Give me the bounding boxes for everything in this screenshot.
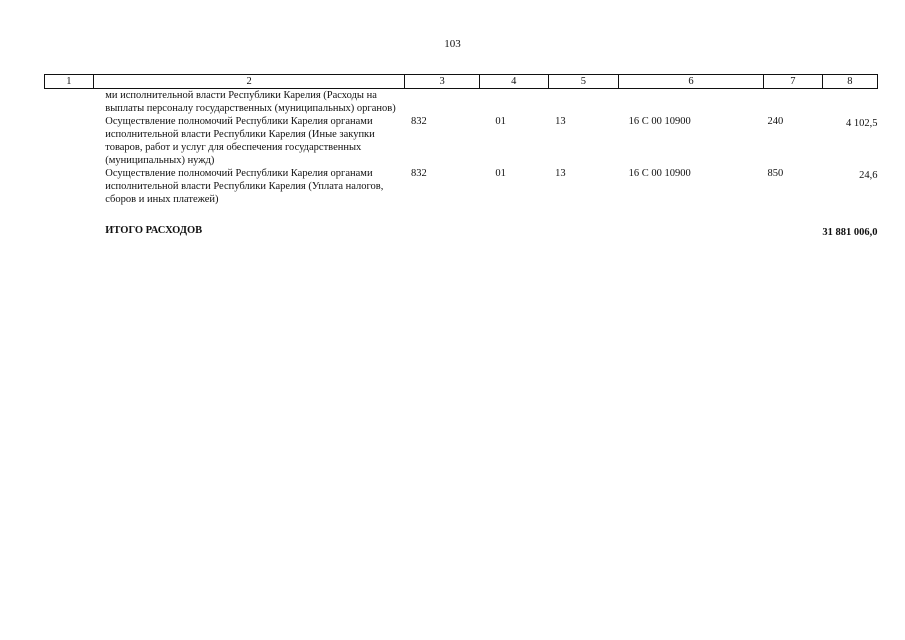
row-description: Осуществление полномочий Республики Карелия органами исполнительной власти Республики Карелия (Иные закупки товаров, работ и услуг для обеспечения государственных (муниципальных) нужд) <box>105 116 375 166</box>
row-code-4 <box>479 89 548 116</box>
row-code-6: 16 С 00 10900 <box>628 168 691 179</box>
row-code-3: 832 <box>410 116 427 127</box>
total-amount: 31 881 006,0 <box>822 227 878 238</box>
table-spacer-row <box>45 206 878 224</box>
column-header-5: 5 <box>548 75 618 89</box>
row-code-5: 13 <box>555 168 566 179</box>
column-header-7: 7 <box>763 75 822 89</box>
row-code-6 <box>619 89 764 116</box>
table-row <box>45 167 878 206</box>
row-code-3 <box>405 89 479 116</box>
row-description: ми исполнительной власти Республики Карелия (Расходы на выплаты персоналу государственных (муниципальных) органов) <box>105 90 396 114</box>
column-header-3: 3 <box>405 75 479 89</box>
row-code-7: 240 <box>767 116 784 127</box>
row-code-6: 16 С 00 10900 <box>628 116 691 127</box>
table-header-row <box>45 75 878 89</box>
column-header-4: 4 <box>479 75 548 89</box>
table-row <box>45 115 878 167</box>
total-label: ИТОГО РАСХОДОВ <box>105 225 203 236</box>
row-amount: 4 102,5 <box>846 118 878 129</box>
row-code-5: 13 <box>555 116 566 127</box>
row-code-5 <box>548 89 618 116</box>
total-row <box>45 224 878 239</box>
row-amount: 24,6 <box>859 170 878 181</box>
table-row <box>45 89 878 116</box>
row-code-7 <box>763 89 822 116</box>
expenditure-table <box>44 74 878 239</box>
column-header-1: 1 <box>45 75 94 89</box>
row-description: Осуществление полномочий Республики Карелия органами исполнительной власти Республики Карелия (Уплата налогов, сборов и иных платежей) <box>105 168 384 205</box>
page-number: 103 <box>444 38 461 50</box>
column-header-6: 6 <box>619 75 764 89</box>
row-code-7: 850 <box>767 168 784 179</box>
column-header-2: 2 <box>93 75 405 89</box>
column-header-8: 8 <box>822 75 877 89</box>
row-code-3: 832 <box>410 168 427 179</box>
row-amount <box>822 89 877 116</box>
row-code-4: 01 <box>495 116 506 127</box>
row-code-4: 01 <box>495 168 506 179</box>
